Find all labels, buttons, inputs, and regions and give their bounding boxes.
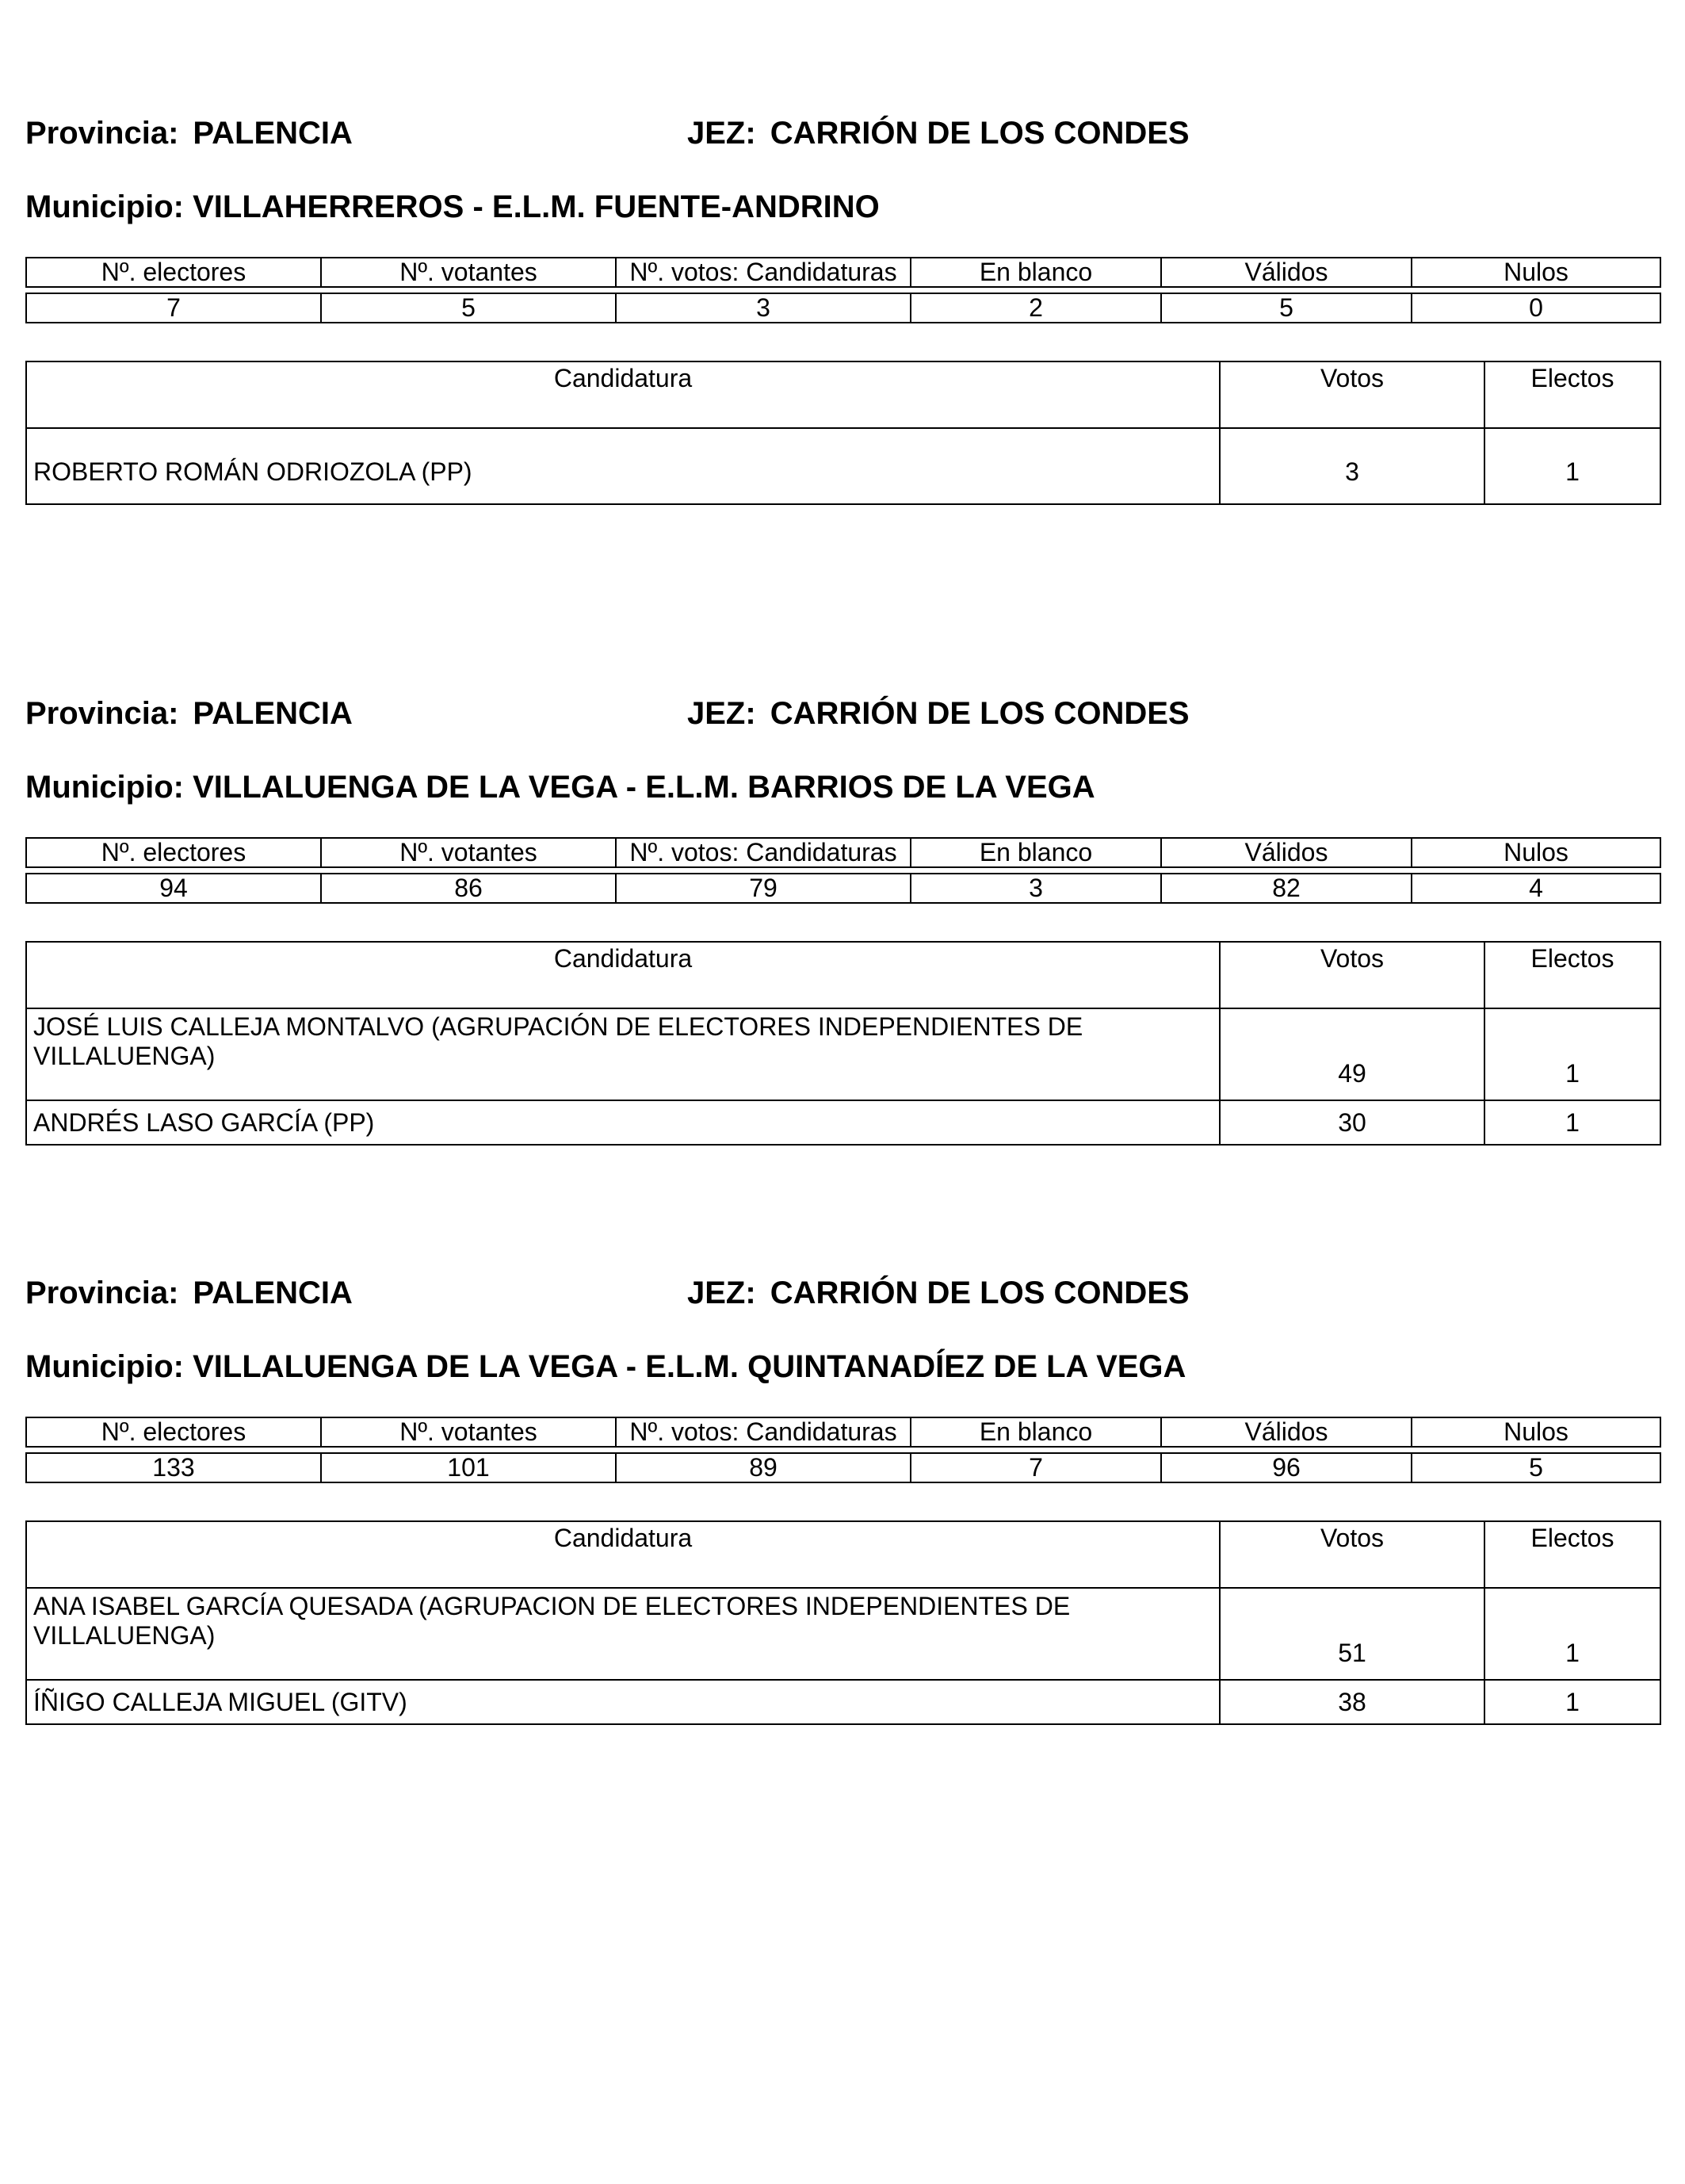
- provincia-label: Provincia:: [25, 116, 179, 151]
- municipio-label: Municipio:: [25, 1349, 184, 1384]
- candidate-votos: 51: [1220, 1588, 1484, 1680]
- stats-value-votos-candidaturas: 89: [616, 1453, 911, 1482]
- candidate-votos: 3: [1220, 428, 1484, 504]
- votos-header: Votos: [1220, 361, 1484, 428]
- candidate-electos: 1: [1484, 1680, 1660, 1724]
- jez-label: JEZ:: [687, 1276, 756, 1310]
- candidate-votos: 30: [1220, 1100, 1484, 1145]
- candidate-votos: 49: [1220, 1008, 1484, 1100]
- candidates-header-row: [26, 361, 1660, 428]
- candidate-row: [26, 428, 1660, 504]
- candidate-name: ANDRÉS LASO GARCÍA (PP): [26, 1100, 1220, 1145]
- stats-header-votantes: Nº. votantes: [321, 1417, 616, 1447]
- stats-header-row: [26, 258, 1660, 287]
- stats-header-validos: Válidos: [1161, 1417, 1412, 1447]
- stats-header-nulos: Nulos: [1412, 838, 1660, 867]
- stats-value-votantes: 101: [321, 1453, 616, 1482]
- provincia-heading: [25, 115, 353, 151]
- stats-value-votantes: 86: [321, 874, 616, 903]
- candidates-header-row: [26, 1521, 1660, 1588]
- candidate-row: [26, 1008, 1660, 1100]
- stats-value-row: [26, 874, 1660, 903]
- jez-value: CARRIÓN DE LOS CONDES: [770, 116, 1190, 151]
- stats-header-electores: Nº. electores: [26, 1417, 321, 1447]
- stats-value-electores: 133: [26, 1453, 321, 1482]
- stats-value-electores: 7: [26, 293, 321, 323]
- municipio-heading: [25, 189, 880, 225]
- candidates-table: [25, 361, 1661, 505]
- jez-label: JEZ:: [687, 696, 756, 731]
- jez-value: CARRIÓN DE LOS CONDES: [770, 696, 1190, 731]
- candidates-table: [25, 1520, 1661, 1725]
- provincia-label: Provincia:: [25, 1276, 179, 1310]
- candidate-name: ÍÑIGO CALLEJA MIGUEL (GITV): [26, 1680, 1220, 1724]
- stats-header-en-blanco: En blanco: [911, 1417, 1161, 1447]
- municipio-label: Municipio:: [25, 770, 184, 805]
- stats-value-en-blanco: 7: [911, 1453, 1161, 1482]
- stats-header-votos-candidaturas: Nº. votos: Candidaturas: [616, 838, 911, 867]
- stats-header-nulos: Nulos: [1412, 1417, 1660, 1447]
- candidate-name: ROBERTO ROMÁN ODRIOZOLA (PP): [26, 428, 1220, 504]
- stats-header-electores: Nº. electores: [26, 838, 321, 867]
- stats-value-validos: 96: [1161, 1453, 1412, 1482]
- jez-label: JEZ:: [687, 116, 756, 151]
- municipio-heading: [25, 769, 1095, 805]
- candidate-votos: 38: [1220, 1680, 1484, 1724]
- municipio-label: Municipio:: [25, 189, 184, 224]
- stats-header-nulos: Nulos: [1412, 258, 1660, 287]
- municipio-value: VILLALUENGA DE LA VEGA - E.L.M. QUINTANADÍEZ DE LA VEGA: [193, 1349, 1186, 1384]
- stats-header-en-blanco: En blanco: [911, 258, 1161, 287]
- candidate-row: [26, 1680, 1660, 1724]
- stats-header-row: [26, 838, 1660, 867]
- municipio-value: VILLALUENGA DE LA VEGA - E.L.M. BARRIOS DE LA VEGA: [193, 770, 1095, 805]
- provincia-value: PALENCIA: [193, 696, 353, 731]
- stats-header-votantes: Nº. votantes: [321, 838, 616, 867]
- candidates-table: [25, 941, 1661, 1146]
- stats-table: [25, 1417, 1661, 1483]
- candidate-electos: 1: [1484, 428, 1660, 504]
- stats-header-votos-candidaturas: Nº. votos: Candidaturas: [616, 258, 911, 287]
- candidate-electos: 1: [1484, 1100, 1660, 1145]
- stats-header-validos: Válidos: [1161, 258, 1412, 287]
- municipio-value: VILLAHERREROS - E.L.M. FUENTE-ANDRINO: [193, 189, 880, 224]
- stats-value-row: [26, 293, 1660, 323]
- candidate-row: [26, 1588, 1660, 1680]
- candidate-electos: 1: [1484, 1008, 1660, 1100]
- stats-value-row: [26, 1453, 1660, 1482]
- stats-value-en-blanco: 2: [911, 293, 1161, 323]
- stats-value-votos-candidaturas: 79: [616, 874, 911, 903]
- stats-header-electores: Nº. electores: [26, 258, 321, 287]
- electos-header: Electos: [1484, 942, 1660, 1008]
- candidates-header-row: [26, 942, 1660, 1008]
- stats-header-en-blanco: En blanco: [911, 838, 1161, 867]
- jez-heading: [687, 1275, 1190, 1311]
- stats-header-votos-candidaturas: Nº. votos: Candidaturas: [616, 1417, 911, 1447]
- stats-value-votos-candidaturas: 3: [616, 293, 911, 323]
- stats-value-nulos: 5: [1412, 1453, 1660, 1482]
- stats-header-row: [26, 1417, 1660, 1447]
- electos-header: Electos: [1484, 361, 1660, 428]
- candidatura-header: Candidatura: [26, 1521, 1220, 1588]
- provincia-label: Provincia:: [25, 696, 179, 731]
- jez-heading: [687, 115, 1190, 151]
- candidate-row: [26, 1100, 1660, 1145]
- provincia-heading: [25, 1275, 353, 1311]
- provincia-value: PALENCIA: [193, 116, 353, 151]
- stats-header-votantes: Nº. votantes: [321, 258, 616, 287]
- stats-value-validos: 82: [1161, 874, 1412, 903]
- votos-header: Votos: [1220, 1521, 1484, 1588]
- stats-value-nulos: 0: [1412, 293, 1660, 323]
- stats-value-votantes: 5: [321, 293, 616, 323]
- municipio-heading: [25, 1348, 1186, 1385]
- stats-value-electores: 94: [26, 874, 321, 903]
- stats-table: [25, 837, 1661, 904]
- jez-value: CARRIÓN DE LOS CONDES: [770, 1276, 1190, 1310]
- provincia-heading: [25, 695, 353, 732]
- stats-value-nulos: 4: [1412, 874, 1660, 903]
- jez-heading: [687, 695, 1190, 732]
- candidate-name: JOSÉ LUIS CALLEJA MONTALVO (AGRUPACIÓN DE ELECTORES INDEPENDIENTES DE VILLALUENGA): [26, 1008, 1220, 1100]
- stats-table: [25, 257, 1661, 323]
- electos-header: Electos: [1484, 1521, 1660, 1588]
- candidatura-header: Candidatura: [26, 942, 1220, 1008]
- stats-value-validos: 5: [1161, 293, 1412, 323]
- stats-value-en-blanco: 3: [911, 874, 1161, 903]
- candidate-name: ANA ISABEL GARCÍA QUESADA (AGRUPACION DE ELECTORES INDEPENDIENTES DE VILLALUENGA): [26, 1588, 1220, 1680]
- votos-header: Votos: [1220, 942, 1484, 1008]
- stats-header-validos: Válidos: [1161, 838, 1412, 867]
- provincia-value: PALENCIA: [193, 1276, 353, 1310]
- candidate-electos: 1: [1484, 1588, 1660, 1680]
- candidatura-header: Candidatura: [26, 361, 1220, 428]
